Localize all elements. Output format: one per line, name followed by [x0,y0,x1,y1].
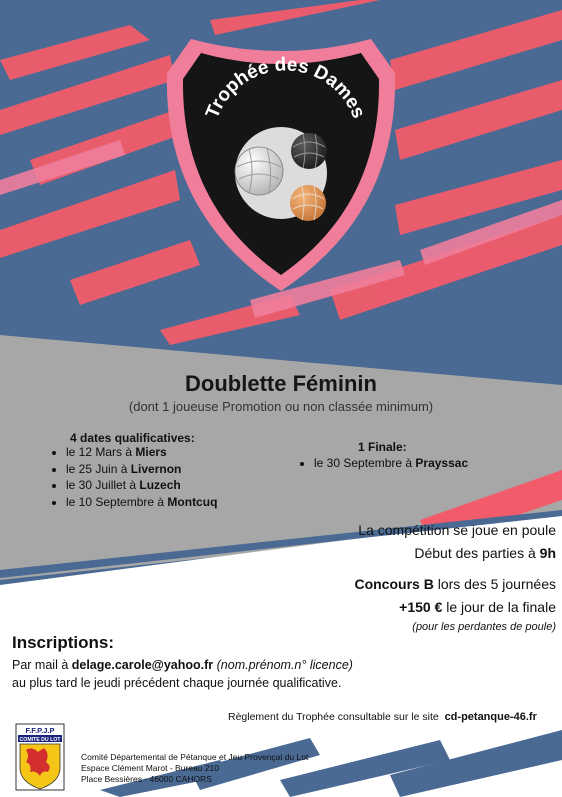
list-item: • le 10 Septembre à Montcuq [66,494,217,511]
prize-note: (pour les perdantes de poule) [412,621,556,633]
committee-logo [12,722,68,792]
final-title: 1 Finale: [358,440,407,454]
website-link[interactable]: cd-petanque-46.fr [444,711,537,723]
format-line: La compétition se joue en poule [358,522,556,538]
committee-address [81,752,308,785]
badge-federation-text: F.F.P.J.P [25,726,55,735]
committee-name: Comité Départemental de Pétanque et Jeu Provençal du Lot [81,752,309,762]
committee-office: Espace Clément Marot - Bureau 210 [81,763,219,773]
logo-title-text: Trophée des Dames [201,54,370,122]
page-title: Doublette Féminin [185,371,377,396]
committee-place: Place Bessières - 46000 CAHORS [81,774,212,784]
page-subtitle: (dont 1 joueuse Promotion ou non classée minimum) [128,399,434,414]
badge-committee-text: COMITE DU LOT [19,737,61,743]
final-date-list [286,456,468,470]
trophy-shield-logo [163,33,399,295]
list-item: • le 25 Juin à Livernon [66,461,217,478]
inscription-email-line: Par mail à delage.carole@yahoo.fr (nom.prénom.n° licence) [12,658,353,672]
list-item: • le 12 Mars à Miers [66,444,217,461]
rules-note: Règlement du Trophée consultable sur le site cd-petanque-46.fr [228,711,537,723]
list-item: • le 30 Septembre à Prayssac [314,456,468,470]
prize-line: +150 € le jour de la finale [399,599,556,615]
concours-b-line: Concours B lors des 5 journées [354,576,556,592]
list-item: • le 30 Juillet à Luzech [66,477,217,494]
qualifiers-title: 4 dates qualificatives: [70,431,195,445]
inscription-deadline: au plus tard le jeudi précédent chaque journée qualificative. [12,676,342,690]
email-link[interactable]: delage.carole@yahoo.fr [71,658,214,672]
inscriptions-title: Inscriptions: [12,633,115,652]
qualifier-dates-list [38,444,217,510]
start-time-line: Début des parties à 9h [414,545,556,561]
